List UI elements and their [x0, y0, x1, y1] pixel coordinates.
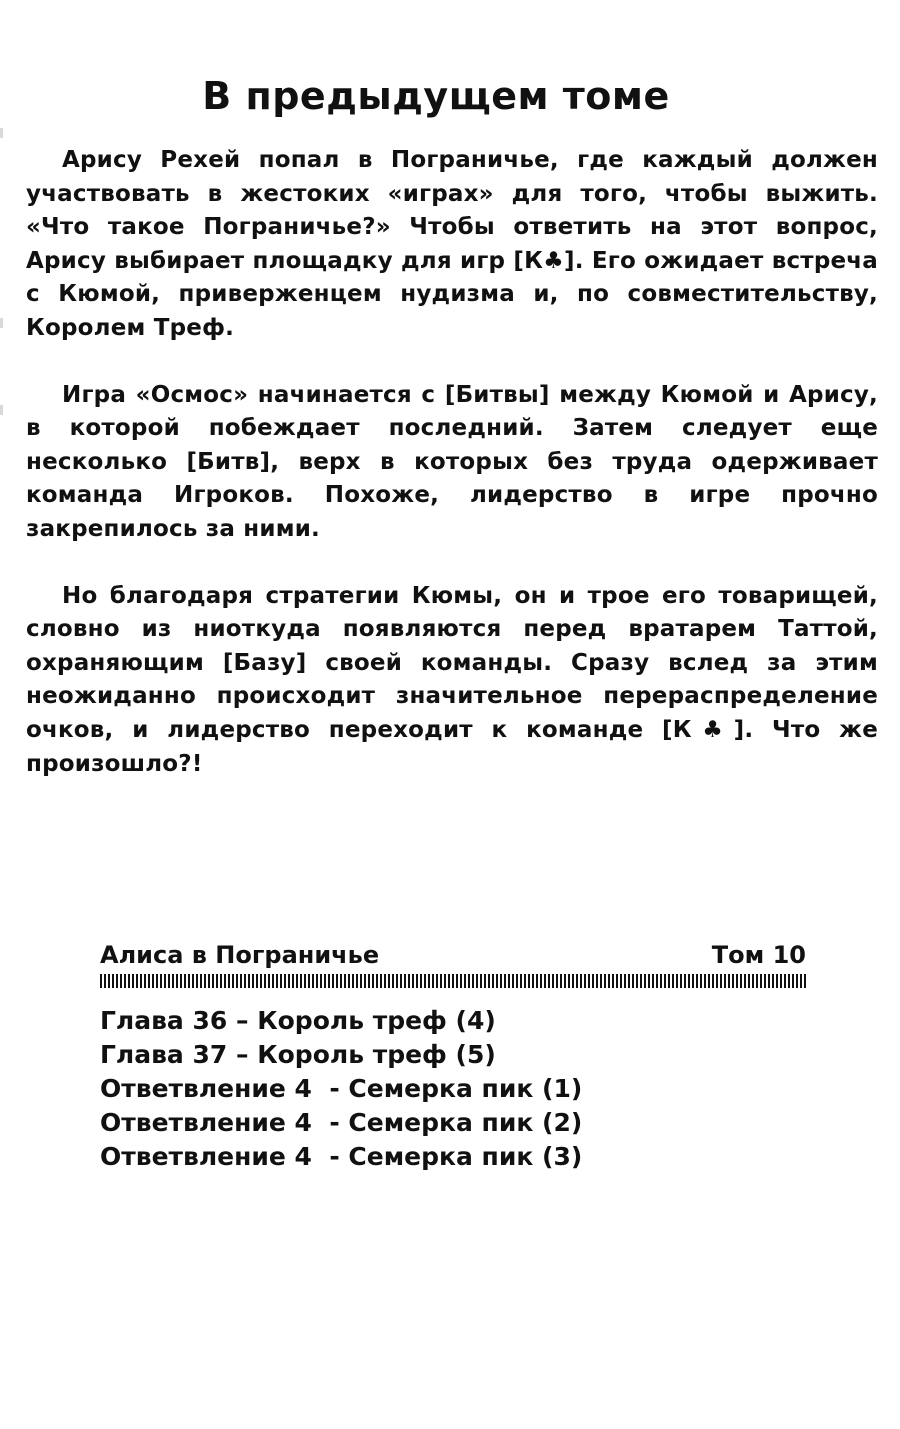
- series-title: Алиса в Пограничье: [100, 941, 380, 969]
- edge-mark: [0, 318, 3, 328]
- barcode-divider: [100, 974, 806, 988]
- chapter-list: [100, 1004, 806, 1174]
- summary-paragraph-2: Игра «Осмос» начинается с [Битвы] между Кюмой и Арису, в которой побеждает последний. Затем следует еще несколько [Битв], верх в которых без труда одерживает команда Игроков. Похоже, лидерство в игре прочно закрепилось за ними.: [26, 381, 878, 542]
- volume-header: [100, 938, 806, 972]
- summary-paragraph-3: Но благодаря стратегии Кюмы, он и трое его товарищей, словно из ниоткуда появляются перед вратарем Таттой, охраняющим [Базу] своей команды. Сразу вслед за этим неожиданно происходит значительное перераспределение очков, и лидерство переходит к команде [К♣]. Что же произошло?!: [26, 582, 878, 777]
- chapter-item: Глава 36 – Король треф (4): [100, 1006, 496, 1035]
- volume-number: Том 10: [711, 941, 806, 969]
- summary-paragraph-1: Арису Рехей попал в Пограничье, где каждый должен участвовать в жестоких «играх» для того, чтобы выжить. «Что такое Пограничье?» Чтобы ответить на этот вопрос, Арису выбирает площадку для игр [К♣]. Его ожидает встреча с Кюмой, приверженцем нудизма и, по совместительству, Королем Треф.: [26, 147, 878, 341]
- page-title: В предыдущем томе: [202, 74, 670, 118]
- volume-contents: [100, 938, 806, 1174]
- chapter-item: Глава 37 – Король треф (5): [100, 1040, 496, 1069]
- chapter-item: Ответвление 4 - Семерка пик (1): [100, 1074, 583, 1103]
- chapter-item: Ответвление 4 - Семерка пик (2): [100, 1108, 583, 1137]
- chapter-item: Ответвление 4 - Семерка пик (3): [100, 1142, 583, 1171]
- summary-text: [26, 144, 878, 814]
- edge-mark: [0, 128, 3, 138]
- edge-mark: [0, 405, 3, 415]
